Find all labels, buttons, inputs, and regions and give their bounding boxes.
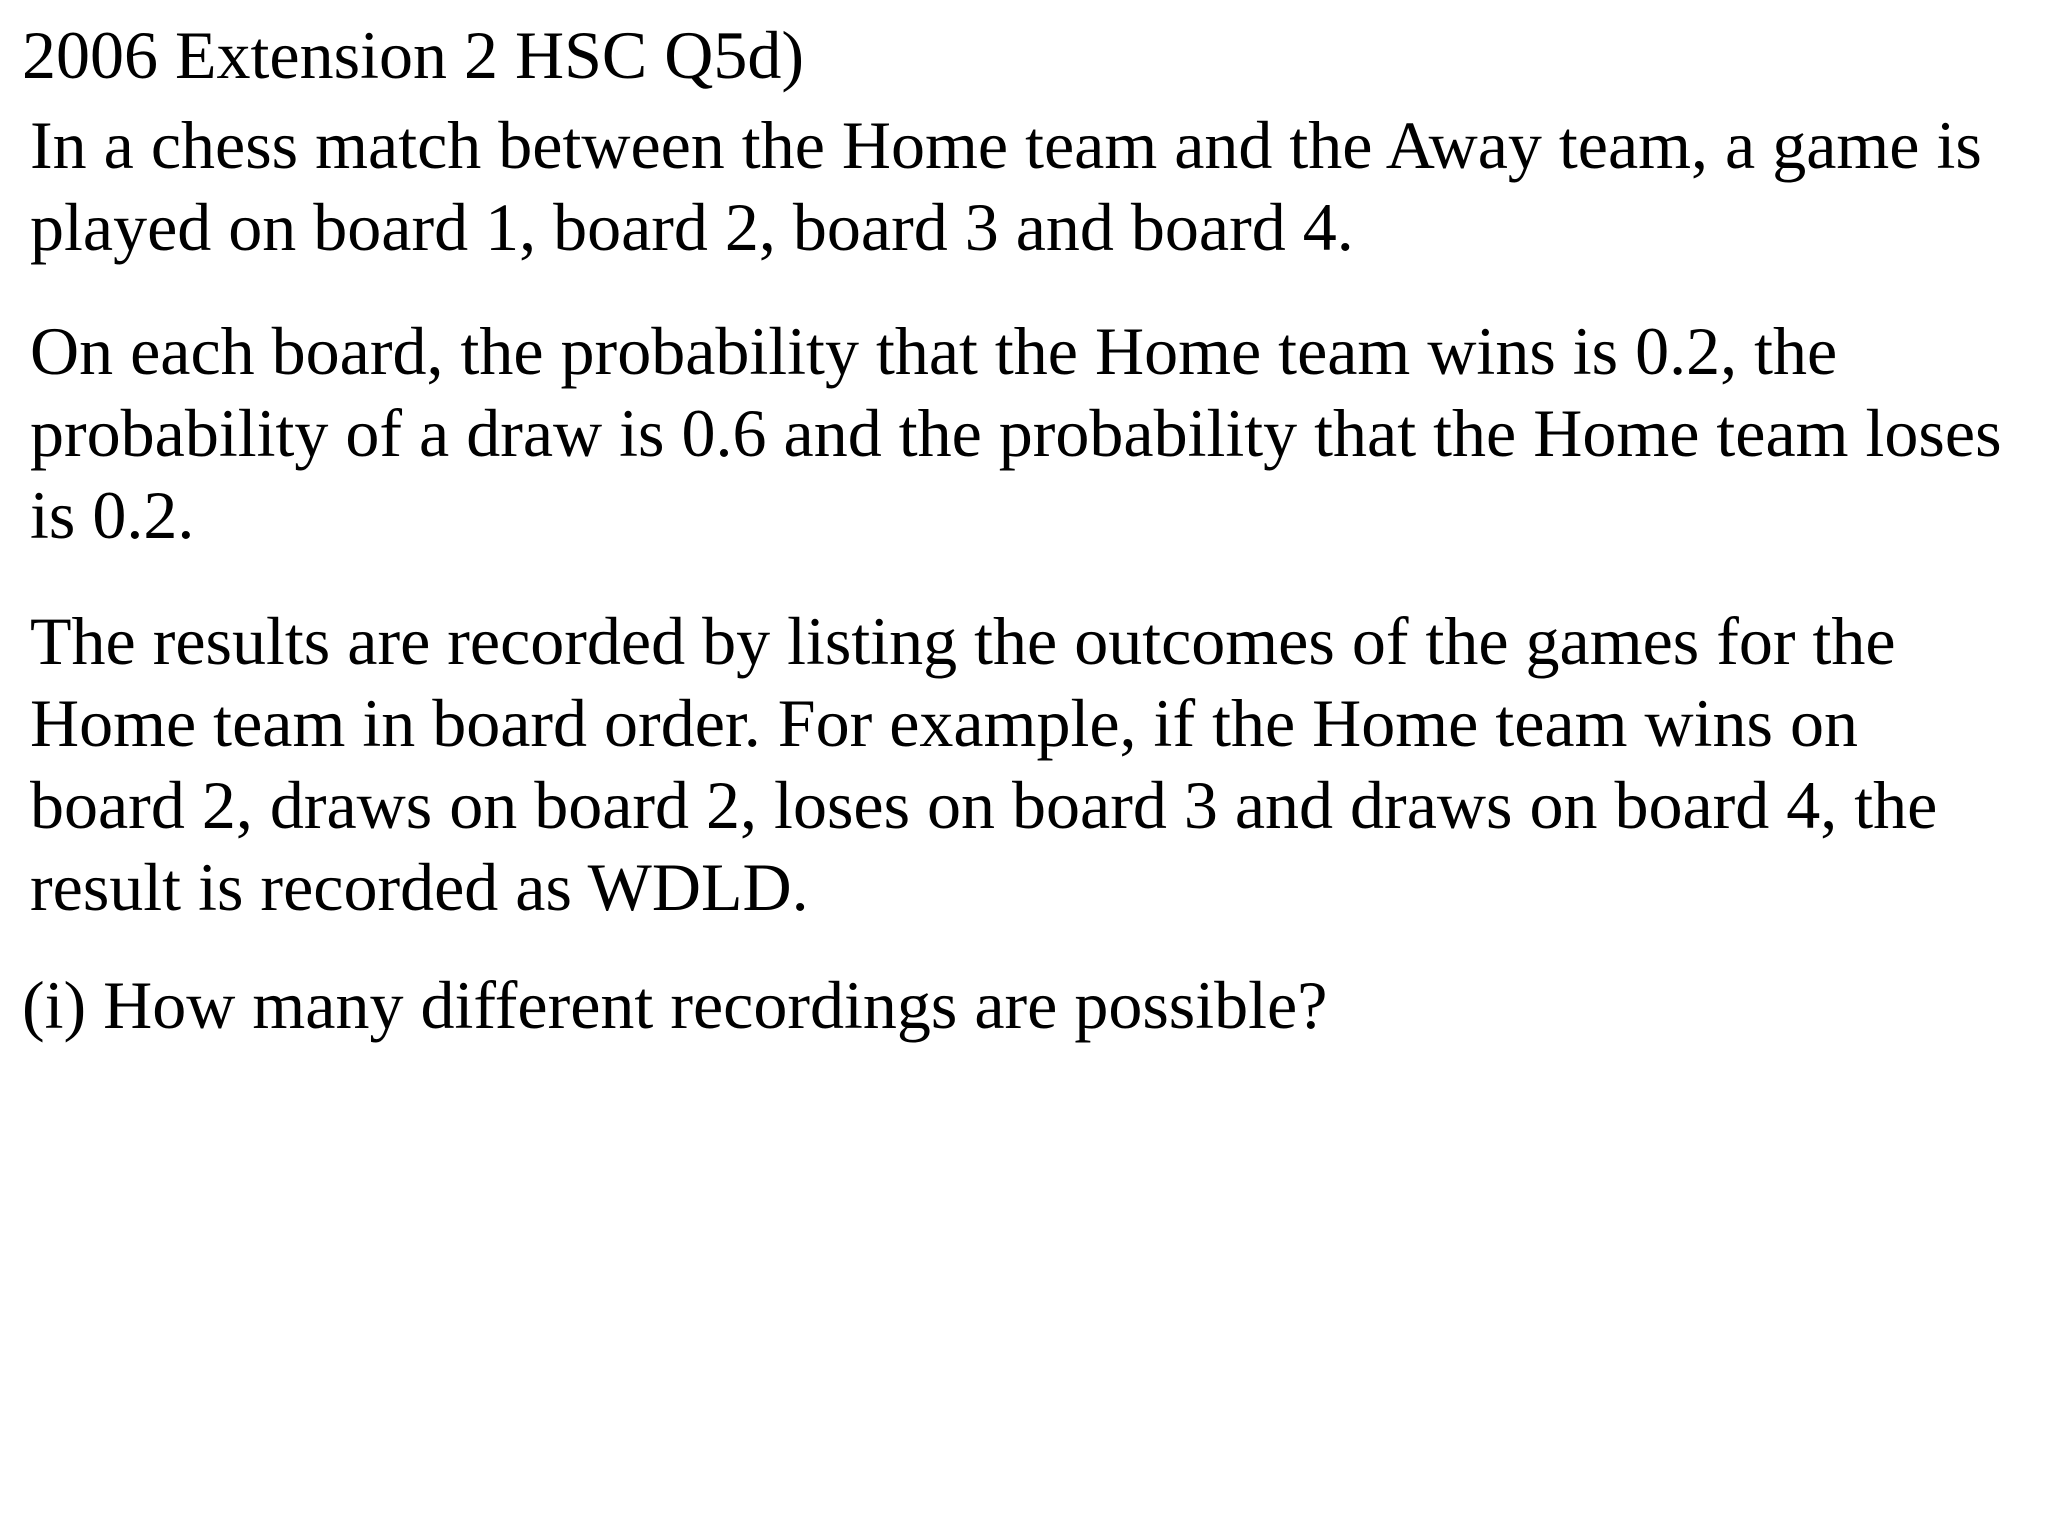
paragraph-line: board 2, draws on board 2, loses on board 3 and draws on board 4, the [30, 767, 1938, 843]
problem-paragraph-recording [30, 600, 2040, 928]
paragraph-line: probability of a draw is 0.6 and the probability that the Home team loses [30, 395, 2002, 471]
paragraph-line: result is recorded as WDLD. [30, 849, 809, 925]
problem-paragraph-probabilities [30, 310, 2040, 556]
paragraph-line: Home team in board order. For example, if the Home team wins on [30, 685, 1858, 761]
paragraph-line: The results are recorded by listing the outcomes of the games for the [30, 603, 1896, 679]
paragraph-line: is 0.2. [30, 477, 195, 553]
paragraph-line: played on board 1, board 2, board 3 and board 4. [30, 189, 1354, 265]
problem-paragraph-match-setup [30, 104, 2040, 268]
paragraph-line: On each board, the probability that the Home team wins is 0.2, the [30, 313, 1838, 389]
slide-title: 2006 Extension 2 HSC Q5d) [22, 17, 804, 93]
paragraph-line: In a chess match between the Home team and the Away team, a game is [30, 107, 1982, 183]
question-part-i: (i) How many different recordings are possible? [22, 967, 1328, 1043]
